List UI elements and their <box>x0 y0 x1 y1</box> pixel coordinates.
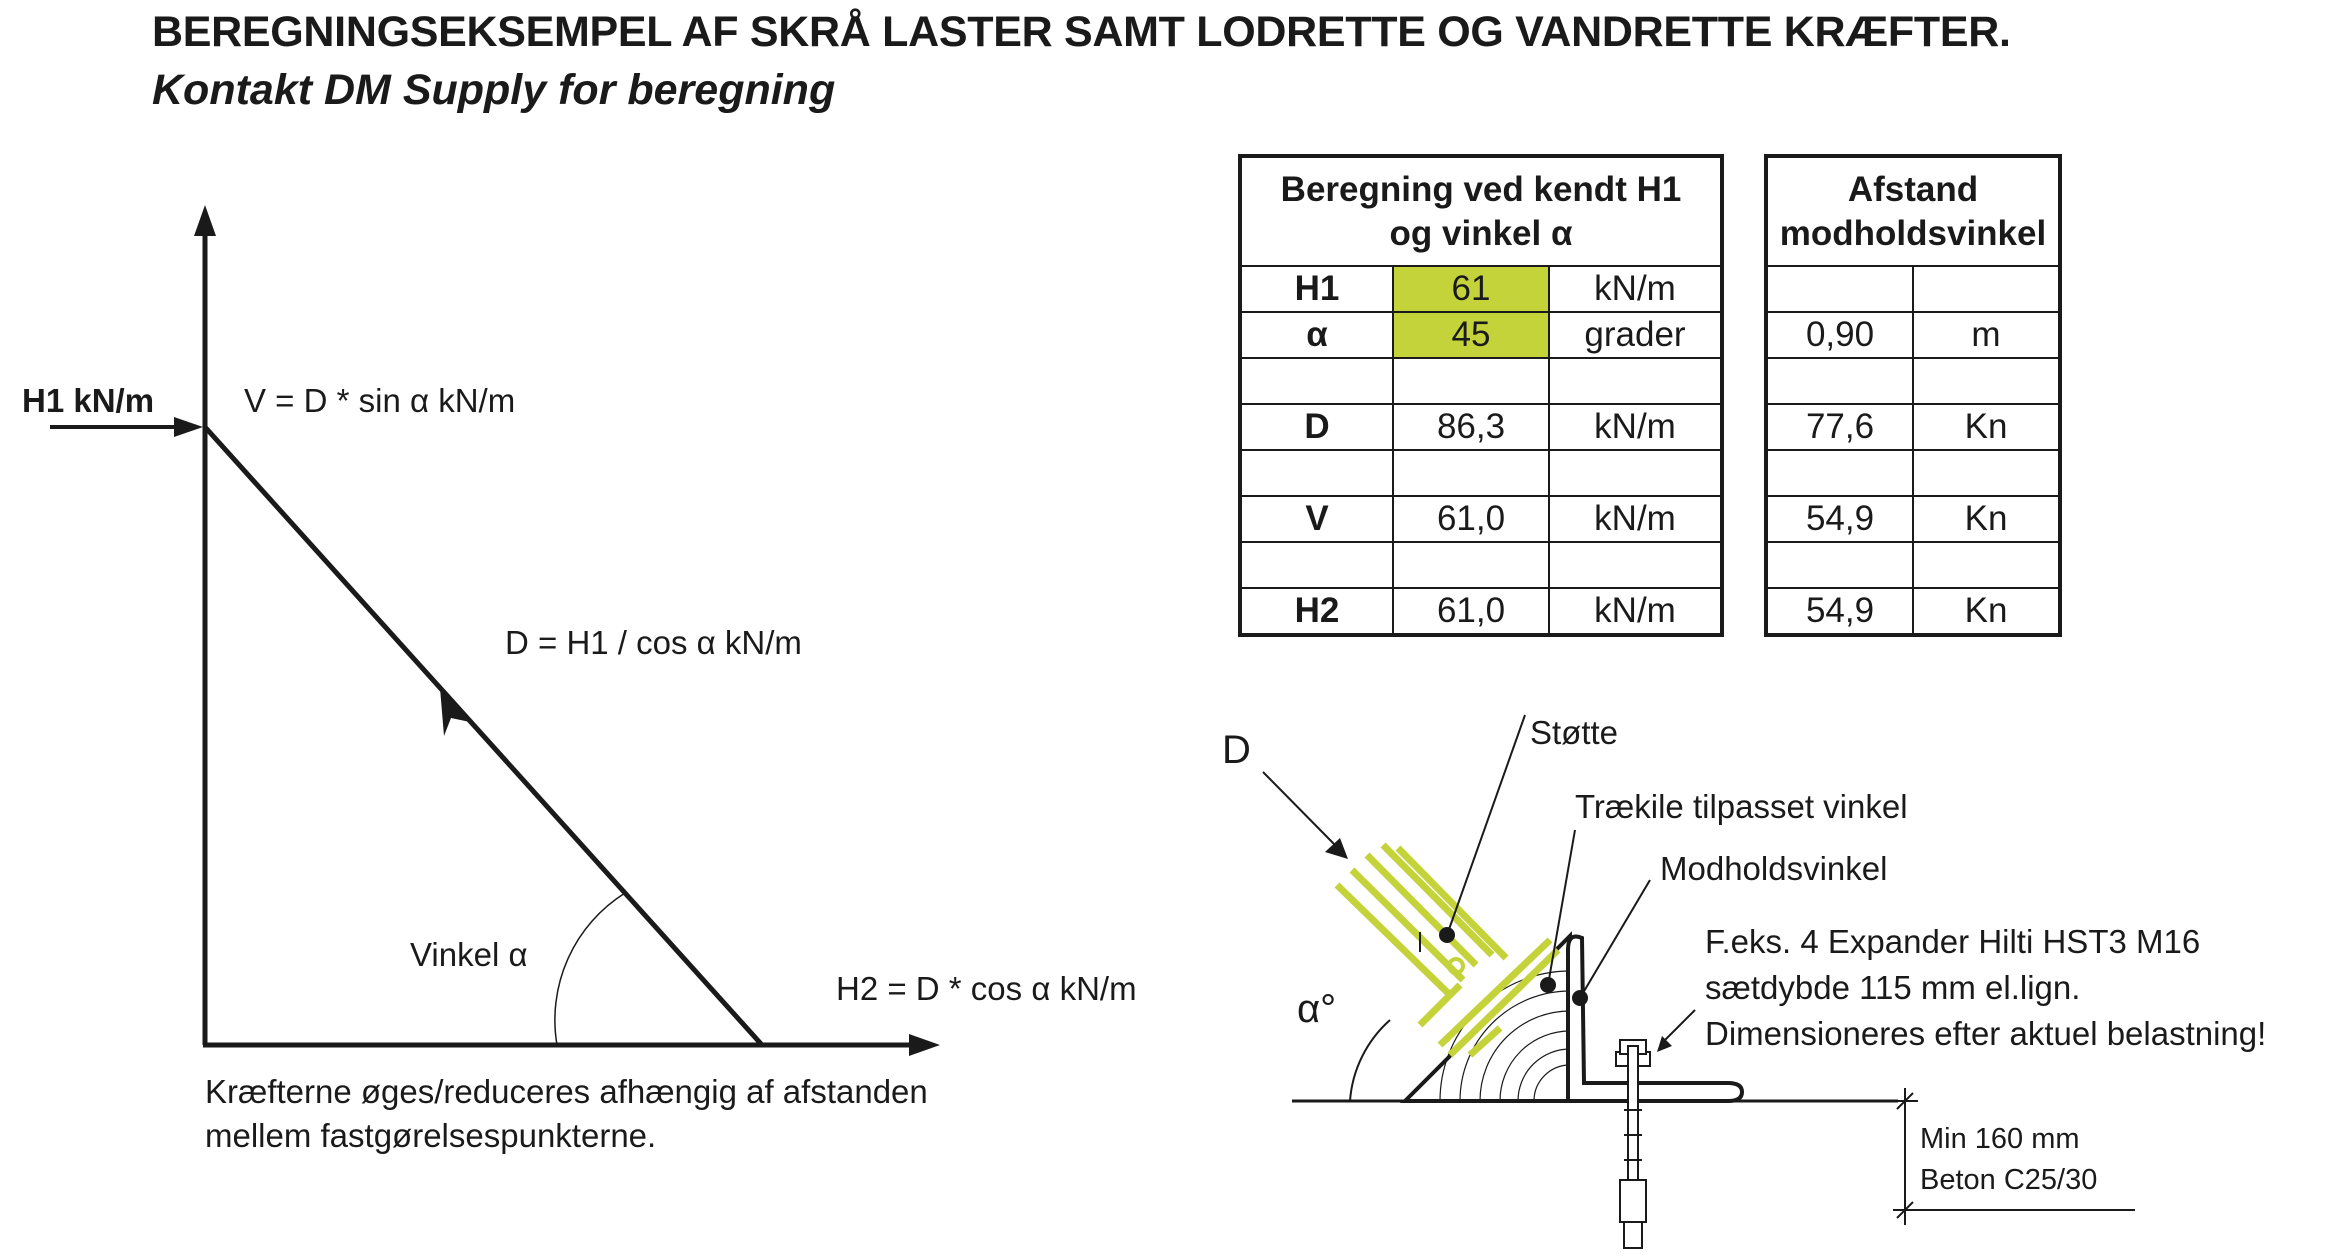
unit-cell: kN/m <box>1549 266 1722 312</box>
calc-header-line-2: og vinkel α <box>1389 213 1573 253</box>
input-alpha-value[interactable]: 45 <box>1393 312 1549 358</box>
h2-value: 61,0 <box>1393 588 1549 635</box>
note-line-1: Kræfterne øges/reduceres afhængig af afstanden <box>205 1073 928 1110</box>
page-title: BEREGNINGSEKSEMPEL AF SKRÅ LASTER SAMT LODRETTE OG VANDRETTE KRÆFTER. <box>152 8 2011 56</box>
note-line-2: mellem fastgørelsespunkterne. <box>205 1117 657 1154</box>
unit-cell: Kn <box>1913 496 2060 542</box>
empty-cell <box>1549 358 1722 404</box>
empty-cell <box>1913 358 2060 404</box>
d-value: 86,3 <box>1393 404 1549 450</box>
alpha-arc <box>1350 1020 1390 1101</box>
unit-cell: kN/m <box>1549 496 1722 542</box>
traekile-label: Trækile tilpasset vinkel <box>1575 788 1908 825</box>
angle-arc <box>555 893 625 1045</box>
empty-cell <box>1393 358 1549 404</box>
distance-header-line-1: Afstand <box>1847 169 1979 209</box>
h1-label: H1 kN/m <box>22 382 155 419</box>
table-row <box>1240 404 1722 450</box>
support-detail-drawing <box>1222 714 2266 1248</box>
modhold-leader-dot <box>1572 990 1588 1006</box>
forces-note <box>205 1070 928 1158</box>
empty-cell <box>1913 542 2060 588</box>
modhold-label: Modholdsvinkel <box>1660 850 1888 887</box>
anchor-line-2: sætdybde 115 mm el.lign. <box>1705 969 2081 1006</box>
calc-header-line-1: Beregning ved kendt H1 <box>1280 169 1682 209</box>
min-depth-label: Min 160 mm <box>1920 1123 2080 1155</box>
h1-arrowhead <box>174 417 203 437</box>
empty-cell <box>1766 542 1913 588</box>
anchor-bolt <box>1616 1040 1650 1248</box>
stotte-leader <box>1447 715 1525 935</box>
table-row <box>1766 588 2060 635</box>
anchor-line-3: Dimensioneres efter aktuel belastning! <box>1705 1015 2267 1052</box>
empty-cell <box>1766 266 1913 312</box>
row-label-v: V <box>1240 496 1393 542</box>
empty-cell <box>1393 450 1549 496</box>
input-h1-value[interactable]: 61 <box>1393 266 1549 312</box>
h2-formula-label: H2 = D * cos α kN/m <box>836 970 1137 1007</box>
table-row <box>1766 496 2060 542</box>
table-row <box>1766 358 2060 404</box>
d-load-arrow <box>1263 772 1335 845</box>
unit-cell: m <box>1913 312 2060 358</box>
horizontal-axis-arrowhead <box>909 1034 940 1056</box>
table-row <box>1240 312 1722 358</box>
table-row <box>1240 450 1722 496</box>
distance-header-line-2: modholdsvinkel <box>1779 213 2047 253</box>
empty-cell <box>1240 450 1393 496</box>
table-row <box>1240 542 1722 588</box>
h2-force-value: 54,9 <box>1766 588 1913 635</box>
row-label-h2: H2 <box>1240 588 1393 635</box>
table-row <box>1766 404 2060 450</box>
anchor-line-1: F.eks. 4 Expander Hilti HST3 M16 <box>1705 923 2201 960</box>
empty-cell <box>1393 542 1549 588</box>
unit-cell: kN/m <box>1549 588 1722 635</box>
v-formula-label: V = D * sin α kN/m <box>244 382 516 419</box>
empty-cell <box>1240 542 1393 588</box>
modhold-leader <box>1580 880 1650 998</box>
traekile-leader-dot <box>1540 977 1556 993</box>
empty-cell <box>1549 450 1722 496</box>
distance-table <box>1764 154 2062 637</box>
anchor-leader-arrowhead <box>1657 1036 1672 1052</box>
empty-cell <box>1766 358 1913 404</box>
d-force-value: 77,6 <box>1766 404 1913 450</box>
table-row <box>1240 496 1722 542</box>
v-value: 61,0 <box>1393 496 1549 542</box>
stotte-leader-dot <box>1439 927 1455 943</box>
d-label: D <box>1222 728 1251 772</box>
v-force-value: 54,9 <box>1766 496 1913 542</box>
angle-label: Vinkel α <box>410 936 528 973</box>
d-load-arrowhead <box>1325 838 1348 859</box>
table-row <box>1766 450 2060 496</box>
distance-table-header <box>1766 156 2060 266</box>
force-diagram <box>22 205 1137 1056</box>
empty-cell <box>1240 358 1393 404</box>
calculation-table-header <box>1240 156 1722 266</box>
unit-cell: kN/m <box>1549 404 1722 450</box>
table-row <box>1766 266 2060 312</box>
table-row <box>1766 312 2060 358</box>
stotte-label: Støtte <box>1530 714 1619 751</box>
alpha-label: α° <box>1297 987 1337 1031</box>
d-formula-label: D = H1 / cos α kN/m <box>505 624 802 661</box>
d-direction-arrowhead <box>440 688 470 736</box>
row-label-h1: H1 <box>1240 266 1393 312</box>
distance-value[interactable]: 0,90 <box>1766 312 1913 358</box>
unit-cell: Kn <box>1913 404 2060 450</box>
table-row <box>1240 358 1722 404</box>
unit-cell: grader <box>1549 312 1722 358</box>
table-row <box>1240 588 1722 635</box>
empty-cell <box>1913 266 2060 312</box>
row-label-d: D <box>1240 404 1393 450</box>
calculation-table <box>1238 154 1724 637</box>
row-label-alpha: α <box>1240 312 1393 358</box>
vertical-axis-arrowhead <box>194 205 216 236</box>
empty-cell <box>1913 450 2060 496</box>
empty-cell <box>1549 542 1722 588</box>
unit-cell: Kn <box>1913 588 2060 635</box>
concrete-label: Beton C25/30 <box>1920 1164 2098 1196</box>
empty-cell <box>1766 450 1913 496</box>
table-row <box>1240 266 1722 312</box>
table-row <box>1766 542 2060 588</box>
page-subtitle: Kontakt DM Supply for beregning <box>152 66 836 114</box>
